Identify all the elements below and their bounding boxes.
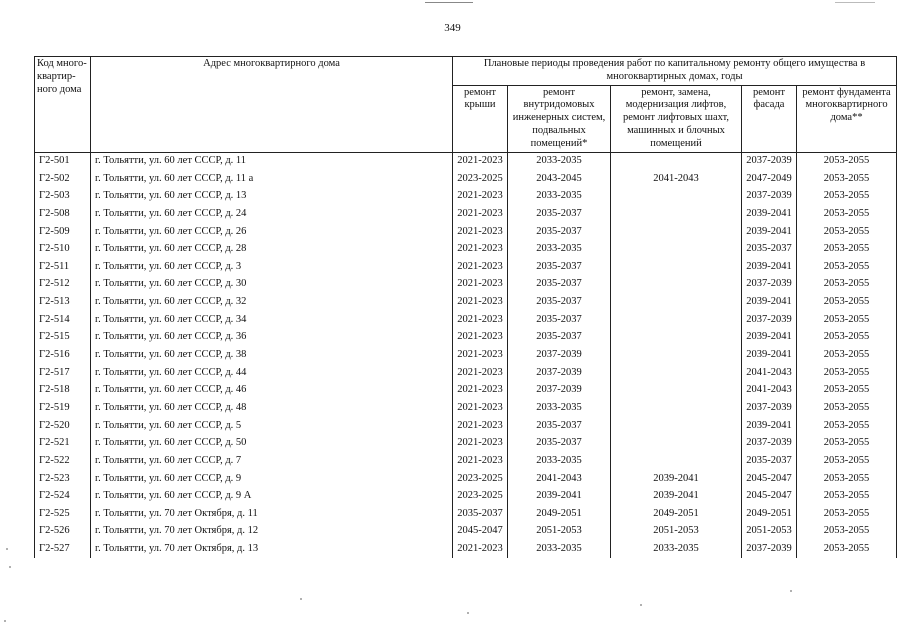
capital-repair-table — [34, 56, 897, 558]
cell-systems: 2051-2053 — [508, 523, 611, 541]
cell-systems: 2037-2039 — [508, 364, 611, 382]
cell-address: г. Тольятти, ул. 60 лет СССР, д. 34 — [91, 311, 453, 329]
cell-lifts — [611, 417, 742, 435]
table-row — [35, 170, 897, 188]
table-row — [35, 152, 897, 170]
header-row-top — [35, 57, 897, 86]
cell-systems: 2035-2037 — [508, 223, 611, 241]
table-row — [35, 294, 897, 312]
cell-address: г. Тольятти, ул. 60 лет СССР, д. 46 — [91, 382, 453, 400]
cell-lifts — [611, 364, 742, 382]
header-systems: ремонт внутридомовых инженерных систем, подвальных помещений* — [508, 85, 611, 152]
cell-address: г. Тольятти, ул. 60 лет СССР, д. 48 — [91, 400, 453, 418]
cell-code: Г2-525 — [35, 505, 91, 523]
cell-lifts — [611, 241, 742, 259]
cell-facade: 2039-2041 — [742, 329, 797, 347]
cell-foundation: 2053-2055 — [797, 417, 897, 435]
table-row — [35, 505, 897, 523]
cell-systems: 2035-2037 — [508, 276, 611, 294]
header-code: Код много-квартир-ного дома — [35, 57, 91, 153]
cell-facade: 2049-2051 — [742, 505, 797, 523]
header-roof: ремонт крыши — [453, 85, 508, 152]
cell-foundation: 2053-2055 — [797, 276, 897, 294]
cell-roof: 2023-2025 — [453, 470, 508, 488]
cell-systems: 2035-2037 — [508, 206, 611, 224]
cell-foundation: 2053-2055 — [797, 329, 897, 347]
cell-facade: 2039-2041 — [742, 347, 797, 365]
cell-code: Г2-526 — [35, 523, 91, 541]
table-row — [35, 188, 897, 206]
cell-code: Г2-501 — [35, 152, 91, 170]
header-lifts: ремонт, замена, модернизация лифтов, ремонт лифтовых шахт, машинных и блочных помещений — [611, 85, 742, 152]
scan-speck — [6, 548, 8, 550]
cell-facade: 2037-2039 — [742, 541, 797, 559]
cell-systems: 2037-2039 — [508, 347, 611, 365]
scan-speck — [467, 612, 469, 614]
cell-foundation: 2053-2055 — [797, 258, 897, 276]
cell-lifts: 2049-2051 — [611, 505, 742, 523]
cell-lifts: 2039-2041 — [611, 488, 742, 506]
cell-roof: 2021-2023 — [453, 311, 508, 329]
cell-roof: 2021-2023 — [453, 188, 508, 206]
cell-roof: 2035-2037 — [453, 505, 508, 523]
cell-lifts: 2051-2053 — [611, 523, 742, 541]
cell-facade: 2037-2039 — [742, 435, 797, 453]
table-row — [35, 329, 897, 347]
cell-address: г. Тольятти, ул. 60 лет СССР, д. 9 А — [91, 488, 453, 506]
cell-systems: 2037-2039 — [508, 382, 611, 400]
cell-roof: 2023-2025 — [453, 488, 508, 506]
cell-systems: 2035-2037 — [508, 417, 611, 435]
cell-code: Г2-517 — [35, 364, 91, 382]
cell-code: Г2-514 — [35, 311, 91, 329]
cell-foundation: 2053-2055 — [797, 241, 897, 259]
cell-address: г. Тольятти, ул. 60 лет СССР, д. 11 — [91, 152, 453, 170]
cell-roof: 2021-2023 — [453, 223, 508, 241]
cell-facade: 2035-2037 — [742, 241, 797, 259]
cell-code: Г2-521 — [35, 435, 91, 453]
cell-foundation: 2053-2055 — [797, 206, 897, 224]
cell-address: г. Тольятти, ул. 70 лет Октября, д. 13 — [91, 541, 453, 559]
cell-address: г. Тольятти, ул. 60 лет СССР, д. 7 — [91, 452, 453, 470]
cell-code: Г2-512 — [35, 276, 91, 294]
cell-systems: 2033-2035 — [508, 188, 611, 206]
cell-address: г. Тольятти, ул. 60 лет СССР, д. 5 — [91, 417, 453, 435]
cell-lifts — [611, 311, 742, 329]
cell-systems: 2043-2045 — [508, 170, 611, 188]
cell-foundation: 2053-2055 — [797, 505, 897, 523]
cell-facade: 2039-2041 — [742, 417, 797, 435]
cell-address: г. Тольятти, ул. 60 лет СССР, д. 9 — [91, 470, 453, 488]
cell-foundation: 2053-2055 — [797, 400, 897, 418]
cell-foundation: 2053-2055 — [797, 382, 897, 400]
cell-systems: 2033-2035 — [508, 152, 611, 170]
cell-lifts: 2041-2043 — [611, 170, 742, 188]
cell-systems: 2033-2035 — [508, 452, 611, 470]
cell-code: Г2-503 — [35, 188, 91, 206]
cell-foundation: 2053-2055 — [797, 311, 897, 329]
cell-roof: 2023-2025 — [453, 170, 508, 188]
cell-lifts — [611, 258, 742, 276]
cell-systems: 2049-2051 — [508, 505, 611, 523]
cell-facade: 2037-2039 — [742, 400, 797, 418]
cell-facade: 2039-2041 — [742, 223, 797, 241]
table-row — [35, 258, 897, 276]
table-row — [35, 382, 897, 400]
cell-facade: 2035-2037 — [742, 452, 797, 470]
cell-code: Г2-510 — [35, 241, 91, 259]
cell-lifts — [611, 188, 742, 206]
cell-roof: 2021-2023 — [453, 364, 508, 382]
cell-foundation: 2053-2055 — [797, 294, 897, 312]
scan-speck — [4, 620, 6, 622]
cell-address: г. Тольятти, ул. 60 лет СССР, д. 36 — [91, 329, 453, 347]
cell-facade: 2037-2039 — [742, 152, 797, 170]
cell-address: г. Тольятти, ул. 60 лет СССР, д. 44 — [91, 364, 453, 382]
cell-lifts — [611, 294, 742, 312]
table-row — [35, 470, 897, 488]
cell-address: г. Тольятти, ул. 60 лет СССР, д. 26 — [91, 223, 453, 241]
page-number: 349 — [444, 22, 461, 34]
cell-roof: 2021-2023 — [453, 452, 508, 470]
table-row — [35, 276, 897, 294]
cell-code: Г2-522 — [35, 452, 91, 470]
cell-systems: 2033-2035 — [508, 541, 611, 559]
cell-address: г. Тольятти, ул. 60 лет СССР, д. 30 — [91, 276, 453, 294]
cell-facade: 2039-2041 — [742, 206, 797, 224]
scan-speck — [790, 590, 792, 592]
cell-code: Г2-520 — [35, 417, 91, 435]
cell-roof: 2021-2023 — [453, 276, 508, 294]
cell-code: Г2-509 — [35, 223, 91, 241]
capital-repair-table-container — [34, 56, 896, 558]
cell-code: Г2-524 — [35, 488, 91, 506]
cell-roof: 2021-2023 — [453, 347, 508, 365]
cell-lifts — [611, 435, 742, 453]
cell-address: г. Тольятти, ул. 60 лет СССР, д. 28 — [91, 241, 453, 259]
cell-foundation: 2053-2055 — [797, 152, 897, 170]
cell-foundation: 2053-2055 — [797, 488, 897, 506]
cell-roof: 2021-2023 — [453, 417, 508, 435]
cell-code: Г2-511 — [35, 258, 91, 276]
table-row — [35, 400, 897, 418]
cell-facade: 2037-2039 — [742, 311, 797, 329]
cell-roof: 2021-2023 — [453, 541, 508, 559]
scan-mark-top-right — [835, 2, 875, 3]
cell-foundation: 2053-2055 — [797, 523, 897, 541]
cell-systems: 2035-2037 — [508, 329, 611, 347]
table-body — [35, 152, 897, 558]
cell-facade: 2041-2043 — [742, 364, 797, 382]
cell-lifts — [611, 452, 742, 470]
scan-speck — [9, 566, 11, 568]
header-facade: ремонт фасада — [742, 85, 797, 152]
cell-roof: 2021-2023 — [453, 294, 508, 312]
cell-systems: 2033-2035 — [508, 241, 611, 259]
table-row — [35, 347, 897, 365]
table-row — [35, 435, 897, 453]
cell-code: Г2-515 — [35, 329, 91, 347]
cell-facade: 2037-2039 — [742, 276, 797, 294]
table-row — [35, 523, 897, 541]
cell-foundation: 2053-2055 — [797, 541, 897, 559]
cell-systems: 2035-2037 — [508, 311, 611, 329]
cell-roof: 2021-2023 — [453, 329, 508, 347]
table-row — [35, 241, 897, 259]
table-row — [35, 364, 897, 382]
scan-mark-top — [425, 2, 473, 3]
cell-lifts — [611, 152, 742, 170]
cell-address: г. Тольятти, ул. 70 лет Октября, д. 12 — [91, 523, 453, 541]
cell-foundation: 2053-2055 — [797, 435, 897, 453]
cell-lifts — [611, 400, 742, 418]
cell-foundation: 2053-2055 — [797, 347, 897, 365]
cell-address: г. Тольятти, ул. 60 лет СССР, д. 38 — [91, 347, 453, 365]
cell-facade: 2037-2039 — [742, 188, 797, 206]
cell-systems: 2035-2037 — [508, 294, 611, 312]
table-row — [35, 452, 897, 470]
cell-address: г. Тольятти, ул. 60 лет СССР, д. 50 — [91, 435, 453, 453]
cell-code: Г2-519 — [35, 400, 91, 418]
cell-lifts: 2033-2035 — [611, 541, 742, 559]
cell-lifts — [611, 276, 742, 294]
scan-speck — [300, 598, 302, 600]
cell-foundation: 2053-2055 — [797, 188, 897, 206]
cell-roof: 2021-2023 — [453, 152, 508, 170]
cell-roof: 2045-2047 — [453, 523, 508, 541]
cell-roof: 2021-2023 — [453, 400, 508, 418]
cell-foundation: 2053-2055 — [797, 452, 897, 470]
cell-roof: 2021-2023 — [453, 258, 508, 276]
cell-code: Г2-523 — [35, 470, 91, 488]
cell-systems: 2035-2037 — [508, 258, 611, 276]
cell-code: Г2-516 — [35, 347, 91, 365]
cell-code: Г2-518 — [35, 382, 91, 400]
cell-code: Г2-508 — [35, 206, 91, 224]
cell-systems: 2039-2041 — [508, 488, 611, 506]
cell-facade: 2047-2049 — [742, 170, 797, 188]
cell-address: г. Тольятти, ул. 60 лет СССР, д. 32 — [91, 294, 453, 312]
table-row — [35, 223, 897, 241]
cell-address: г. Тольятти, ул. 70 лет Октября, д. 11 — [91, 505, 453, 523]
cell-roof: 2021-2023 — [453, 206, 508, 224]
cell-facade: 2039-2041 — [742, 258, 797, 276]
cell-systems: 2033-2035 — [508, 400, 611, 418]
table-row — [35, 541, 897, 559]
scan-speck — [640, 604, 642, 606]
cell-address: г. Тольятти, ул. 60 лет СССР, д. 24 — [91, 206, 453, 224]
cell-facade: 2041-2043 — [742, 382, 797, 400]
table-row — [35, 311, 897, 329]
table-row — [35, 417, 897, 435]
cell-facade: 2045-2047 — [742, 488, 797, 506]
cell-facade: 2039-2041 — [742, 294, 797, 312]
cell-facade: 2045-2047 — [742, 470, 797, 488]
cell-lifts: 2039-2041 — [611, 470, 742, 488]
cell-facade: 2051-2053 — [742, 523, 797, 541]
cell-systems: 2041-2043 — [508, 470, 611, 488]
cell-roof: 2021-2023 — [453, 382, 508, 400]
cell-lifts — [611, 223, 742, 241]
cell-address: г. Тольятти, ул. 60 лет СССР, д. 11 а — [91, 170, 453, 188]
cell-lifts — [611, 347, 742, 365]
cell-foundation: 2053-2055 — [797, 364, 897, 382]
cell-lifts — [611, 206, 742, 224]
cell-foundation: 2053-2055 — [797, 170, 897, 188]
cell-lifts — [611, 382, 742, 400]
cell-roof: 2021-2023 — [453, 435, 508, 453]
table-row — [35, 206, 897, 224]
cell-foundation: 2053-2055 — [797, 470, 897, 488]
cell-roof: 2021-2023 — [453, 241, 508, 259]
table-row — [35, 488, 897, 506]
cell-code: Г2-527 — [35, 541, 91, 559]
header-address: Адрес многоквартирного дома — [91, 57, 453, 153]
header-foundation: ремонт фундамента многоквартирного дома** — [797, 85, 897, 152]
cell-lifts — [611, 329, 742, 347]
cell-address: г. Тольятти, ул. 60 лет СССР, д. 3 — [91, 258, 453, 276]
cell-address: г. Тольятти, ул. 60 лет СССР, д. 13 — [91, 188, 453, 206]
cell-code: Г2-513 — [35, 294, 91, 312]
header-periods: Плановые периоды проведения работ по капитальному ремонту общего имущества в многоквартирных домах, годы — [453, 57, 897, 86]
cell-foundation: 2053-2055 — [797, 223, 897, 241]
cell-code: Г2-502 — [35, 170, 91, 188]
cell-systems: 2035-2037 — [508, 435, 611, 453]
